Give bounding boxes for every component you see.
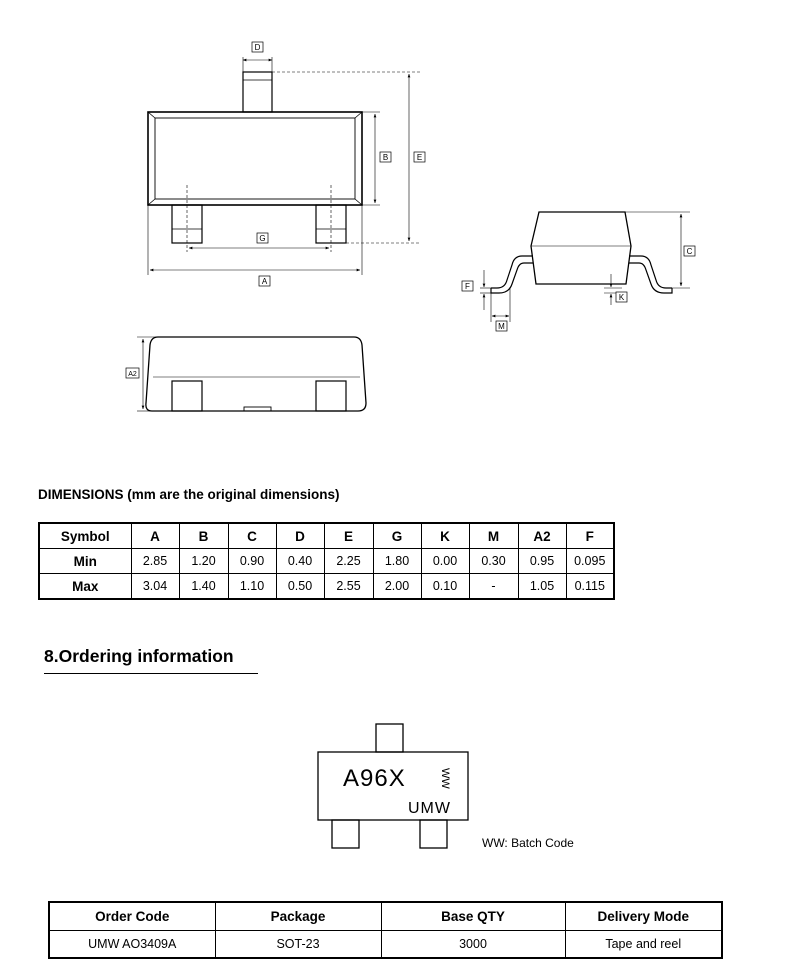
table-row — [49, 931, 722, 959]
table-cell: 1.80 — [373, 549, 421, 574]
table-cell: 0.30 — [469, 549, 518, 574]
header-cell: K — [421, 523, 469, 549]
label-A: A — [261, 277, 268, 286]
table-cell: 1.20 — [179, 549, 228, 574]
top-view-labels — [252, 42, 425, 286]
table-cell: UMW AO3409A — [49, 931, 215, 959]
marking-batch-code: WW — [439, 768, 451, 789]
dimensions-header-row — [39, 523, 614, 549]
header-cell: A — [131, 523, 179, 549]
header-cell: E — [324, 523, 373, 549]
label-G: G — [259, 234, 266, 243]
table-row — [39, 549, 614, 574]
marking-brand: UMW — [408, 800, 451, 817]
label-F: F — [465, 282, 470, 291]
table-cell: 2.00 — [373, 574, 421, 600]
dimensions-table — [38, 522, 615, 600]
table-cell: 2.85 — [131, 549, 179, 574]
label-M: M — [498, 322, 505, 331]
label-B: B — [382, 153, 389, 162]
marking-diagram — [300, 715, 490, 855]
header-cell: Package — [215, 902, 381, 931]
table-cell: 3.04 — [131, 574, 179, 600]
table-cell: 1.40 — [179, 574, 228, 600]
table-cell: 0.095 — [566, 549, 614, 574]
table-cell: 0.10 — [421, 574, 469, 600]
table-cell: 0.50 — [276, 574, 324, 600]
ordering-heading: 8.Ordering information — [44, 646, 234, 666]
table-cell: 0.00 — [421, 549, 469, 574]
table-cell: 0.115 — [566, 574, 614, 600]
label-K: K — [618, 293, 625, 302]
label-A2: A2 — [128, 371, 137, 378]
header-cell: Base QTY — [381, 902, 565, 931]
header-cell: M — [469, 523, 518, 549]
label-E: E — [416, 153, 423, 162]
label-D: D — [254, 43, 261, 52]
top-view — [148, 57, 423, 275]
table-cell: - — [469, 574, 518, 600]
table-row — [39, 574, 614, 600]
header-cell: F — [566, 523, 614, 549]
table-cell: Tape and reel — [565, 931, 722, 959]
row-label: Min — [39, 549, 131, 574]
heading-underline — [44, 673, 258, 674]
table-cell: 0.95 — [518, 549, 566, 574]
table-cell: SOT-23 — [215, 931, 381, 959]
table-cell: 0.90 — [228, 549, 276, 574]
side-view — [480, 212, 690, 322]
table-cell: 0.40 — [276, 549, 324, 574]
label-C: C — [686, 247, 693, 256]
header-cell: Symbol — [39, 523, 131, 549]
batch-code-note: WW: Batch Code — [482, 836, 574, 850]
header-cell: C — [228, 523, 276, 549]
header-cell: Order Code — [49, 902, 215, 931]
table-cell: 1.05 — [518, 574, 566, 600]
header-cell: B — [179, 523, 228, 549]
package-drawing — [0, 0, 790, 460]
table-cell: 2.25 — [324, 549, 373, 574]
marking-part-code: A96X — [343, 765, 406, 792]
table-cell: 1.10 — [228, 574, 276, 600]
front-view-labels — [126, 368, 139, 378]
table-cell: 2.55 — [324, 574, 373, 600]
header-cell: D — [276, 523, 324, 549]
row-label: Max — [39, 574, 131, 600]
ordering-header-row — [49, 902, 722, 931]
front-view — [137, 337, 366, 411]
table-cell: 3000 — [381, 931, 565, 959]
header-cell: G — [373, 523, 421, 549]
header-cell: A2 — [518, 523, 566, 549]
dimensions-title: DIMENSIONS (mm are the original dimensions) — [38, 487, 340, 502]
header-cell: Delivery Mode — [565, 902, 722, 931]
ordering-table — [48, 901, 723, 959]
